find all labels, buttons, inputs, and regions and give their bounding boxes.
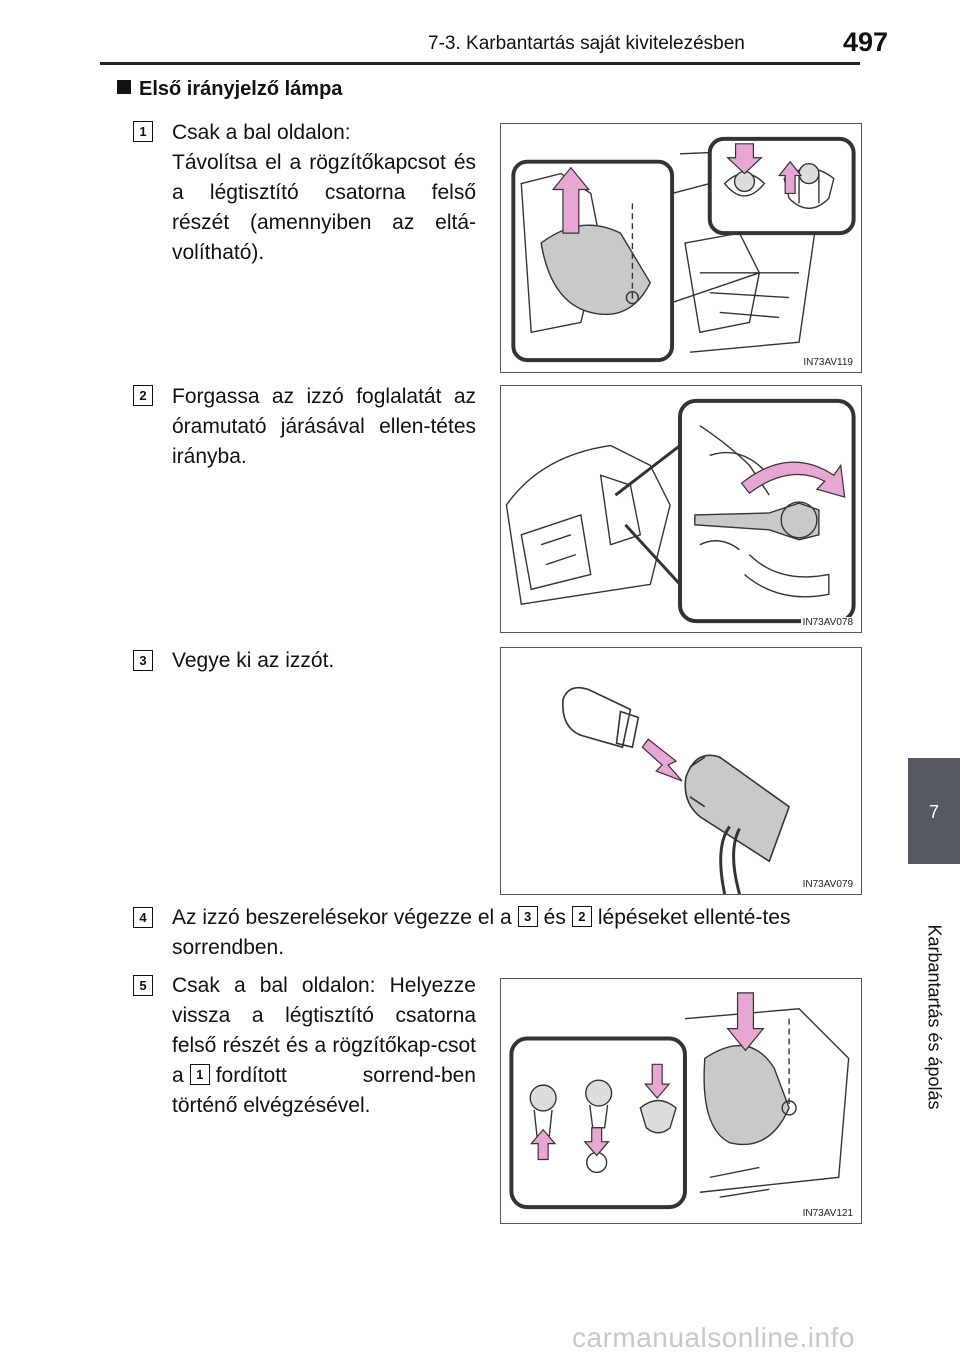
step-4-text-before: Az izzó beszerelésekor végezze el a — [172, 906, 512, 929]
step-3-text: Vegye ki az izzót. — [172, 649, 335, 672]
chapter-label: Karbantartás és ápolás — [924, 924, 945, 1110]
bullet-square-icon — [117, 80, 131, 94]
figure-code-3: IN73AV079 — [802, 879, 853, 890]
figure-step-2 — [500, 385, 862, 633]
step-ref-1: 1 — [190, 1064, 210, 1085]
figure-step-5 — [500, 978, 862, 1224]
chapter-tab[interactable] — [908, 758, 960, 864]
step-4-text-after: lépéseket ellenté-tes sorrendben. — [172, 906, 791, 959]
step-ref-2: 2 — [572, 906, 592, 927]
engine-bay-clip-illustration — [501, 124, 861, 372]
step-4-text-middle: és — [543, 906, 566, 929]
step-ref-3: 3 — [518, 906, 538, 927]
figure-code-5: IN73AV121 — [802, 1208, 853, 1219]
step-4-text — [172, 903, 858, 963]
clip-reinstall-illustration — [501, 979, 861, 1223]
watermark: carmanualsonline.info — [572, 1322, 855, 1353]
header-section-title: 7-3. Karbantartás saját kivitelezésben — [428, 33, 745, 54]
step-2-text: Forgassa az izzó foglalatát az óramutató járásával ellen-tétes irányba. — [172, 385, 476, 468]
step-number-1: 1 — [133, 121, 153, 142]
figure-step-3 — [500, 647, 862, 895]
step-1-text: Csak a bal oldalon: Távolítsa el a rögzítőkapcsot és a légtisztító csatorna felső részét (amennyiben az eltá-volítható). — [172, 121, 476, 264]
step-number-2: 2 — [133, 385, 153, 406]
page-number: 497 — [843, 27, 889, 57]
section-title — [117, 78, 342, 101]
chapter-number: 7 — [928, 802, 939, 822]
section-title-text: Első irányjelző lámpa — [139, 78, 343, 100]
step-number-3: 3 — [133, 650, 153, 671]
figure-code-2: IN73AV078 — [802, 617, 853, 628]
step-number-4: 4 — [133, 907, 153, 928]
step-5-text — [172, 971, 476, 1121]
step-5-text-after: fordított sorrend-ben történő elvégzésével. — [172, 1064, 476, 1117]
figure-step-1 — [500, 123, 862, 373]
socket-rotation-illustration — [501, 386, 861, 632]
bulb-removal-illustration — [501, 648, 861, 894]
figure-code-1: IN73AV119 — [803, 357, 853, 368]
step-5-text-before: Csak a bal oldalon: Helyezze vissza a légtisztító csatorna felső részét és a rögzítőkap-csot a — [172, 974, 476, 1087]
header-rule — [100, 62, 860, 65]
step-number-5: 5 — [133, 975, 153, 996]
